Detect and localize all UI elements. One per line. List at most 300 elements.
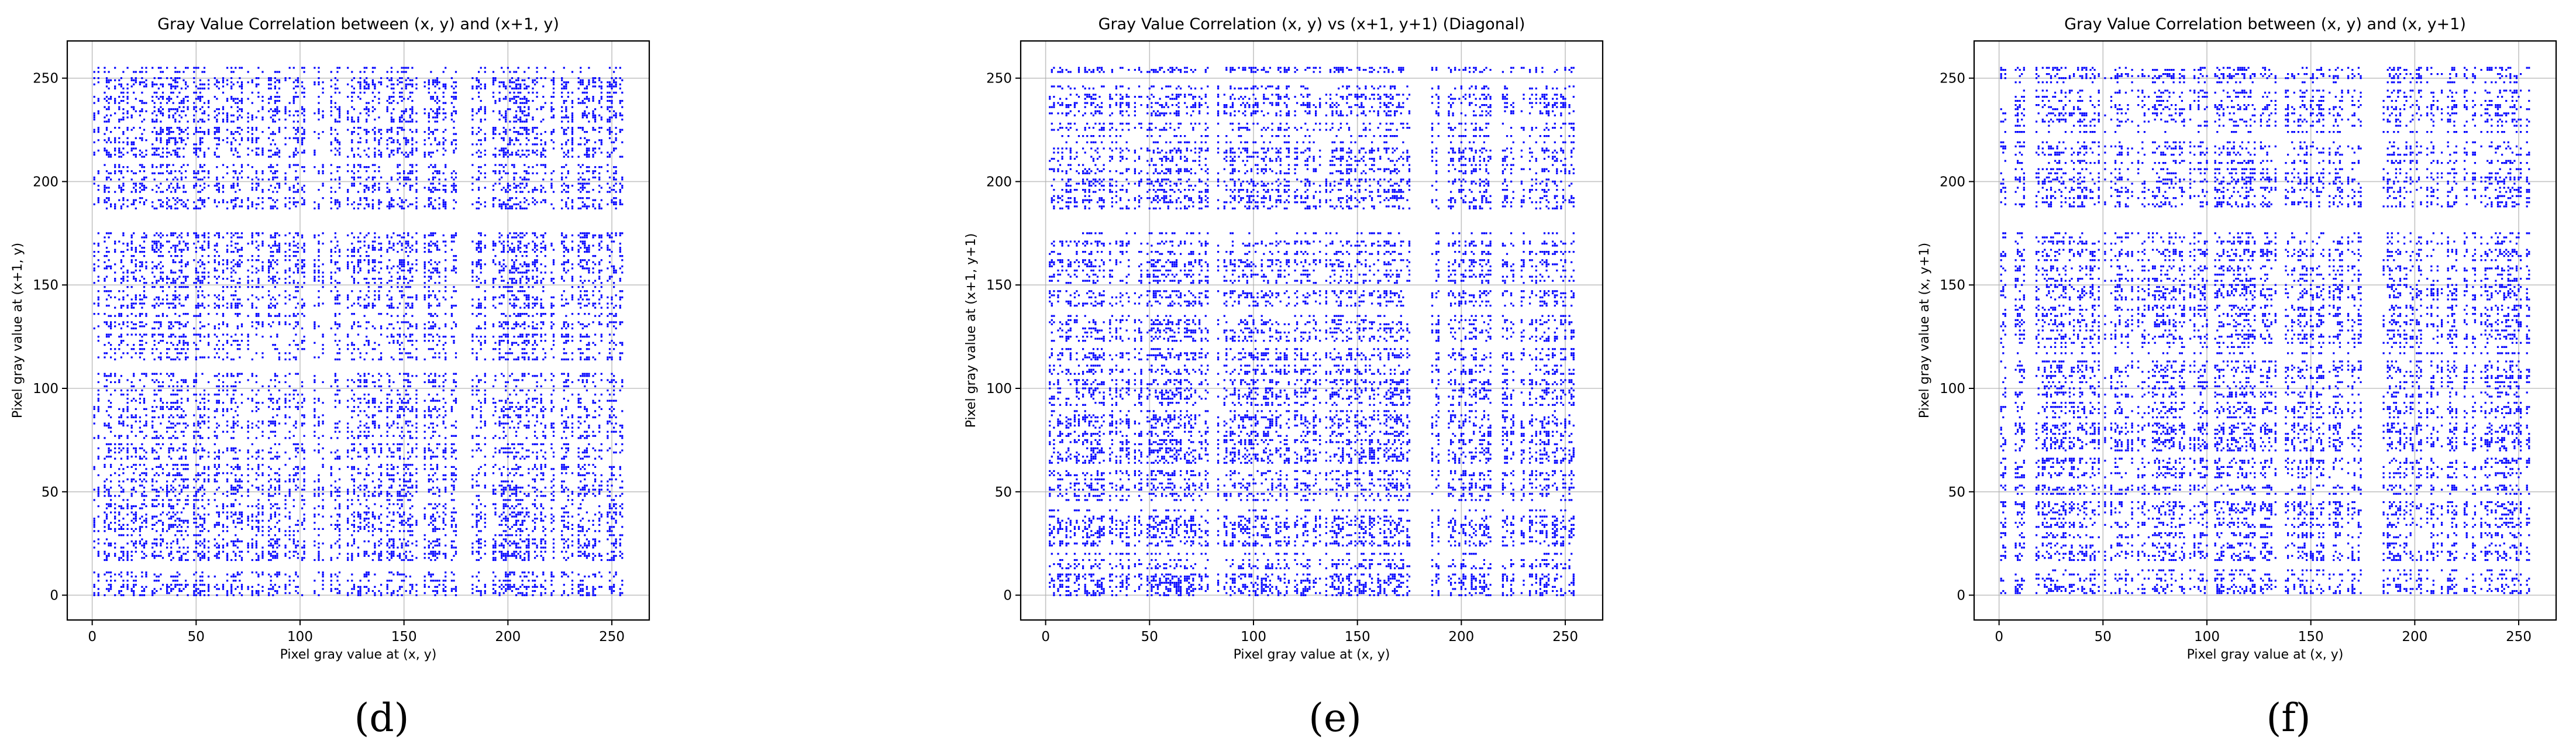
scatter-point: [139, 478, 141, 480]
scatter-point: [133, 518, 135, 519]
scatter-point: [106, 251, 108, 253]
scatter-point: [106, 151, 108, 153]
scatter-point: [143, 294, 145, 296]
scatter-point: [135, 302, 137, 304]
scatter-point: [143, 334, 145, 336]
scatter-point: [118, 156, 120, 157]
scatter-point: [118, 187, 120, 188]
scatter-point: [168, 408, 170, 410]
scatter-point: [158, 466, 160, 468]
scatter-point: [174, 586, 176, 588]
scatter-point: [120, 278, 122, 280]
scatter-point: [120, 356, 122, 358]
scatter-point: [154, 400, 156, 402]
scatter-point: [168, 133, 170, 135]
scatter-point: [104, 530, 105, 532]
scatter-point: [133, 385, 135, 387]
scatter-point: [145, 468, 147, 470]
scatter-point: [158, 297, 160, 298]
scatter-point: [154, 173, 156, 174]
scatter-point: [174, 307, 176, 309]
scatter-point: [127, 280, 129, 282]
scatter-point: [122, 255, 124, 257]
scatter-point: [168, 499, 170, 501]
scatter-point: [131, 555, 133, 557]
scatter-point: [143, 402, 145, 404]
scatter-point: [145, 187, 147, 188]
scatter-point: [108, 489, 110, 491]
scatter-point: [143, 547, 145, 549]
scatter-point: [94, 468, 95, 470]
scatter-point: [141, 156, 143, 157]
scatter-point: [118, 423, 120, 425]
scatter-point: [168, 111, 170, 112]
scatter-point: [160, 359, 161, 360]
scatter-point: [106, 571, 108, 573]
scatter-point: [141, 137, 143, 139]
scatter-point: [166, 77, 168, 79]
scatter-point: [174, 290, 176, 292]
scatter-point: [133, 84, 135, 85]
scatter-point: [160, 514, 161, 515]
scatter-point: [156, 244, 157, 246]
scatter-point: [141, 236, 143, 238]
scatter-point: [139, 508, 141, 509]
scatter-point: [110, 545, 112, 546]
scatter-point: [114, 98, 116, 99]
scatter-point: [127, 116, 129, 118]
scatter-point: [158, 280, 160, 282]
scatter-point: [160, 406, 161, 408]
scatter-point: [131, 129, 133, 130]
scatter-point: [114, 359, 116, 360]
scatter-point: [127, 584, 129, 585]
scatter-point: [131, 236, 133, 238]
scatter-point: [174, 425, 176, 426]
scatter-point: [114, 88, 116, 89]
scatter-point: [162, 313, 164, 315]
scatter-point: [98, 539, 99, 540]
scatter-point: [127, 112, 129, 114]
scatter-point: [104, 164, 105, 166]
scatter-point: [162, 112, 164, 114]
scatter-point: [160, 112, 161, 114]
scatter-point: [156, 185, 157, 187]
scatter-point: [166, 474, 168, 476]
scatter-point: [127, 92, 129, 94]
scatter-point: [158, 503, 160, 505]
scatter-point: [131, 328, 133, 329]
scatter-point: [139, 325, 141, 327]
scatter-point: [135, 528, 137, 530]
scatter-point: [133, 344, 135, 346]
scatter-point: [104, 520, 105, 522]
scatter-point: [173, 464, 174, 466]
scatter-point: [120, 526, 122, 528]
scatter-point: [139, 402, 141, 404]
scatter-point: [141, 251, 143, 253]
scatter-point: [139, 244, 141, 246]
scatter-point: [106, 555, 108, 557]
scatter-point: [143, 204, 145, 205]
scatter-point: [145, 555, 147, 557]
scatter-point: [173, 85, 174, 87]
scatter-point: [110, 154, 112, 156]
scatter-point: [114, 154, 116, 156]
scatter-point: [122, 323, 124, 325]
scatter-point: [114, 85, 116, 87]
scatter-point: [145, 576, 147, 577]
scatter-point: [139, 313, 141, 315]
scatter-point: [131, 588, 133, 590]
scatter-point: [110, 588, 112, 590]
scatter-point: [104, 321, 105, 323]
scatter-point: [104, 458, 105, 460]
scatter-point: [106, 267, 108, 269]
scatter-point: [131, 85, 133, 87]
scatter-point: [166, 143, 168, 145]
scatter-point: [166, 588, 168, 590]
scatter-point: [131, 520, 133, 522]
scatter-point: [135, 137, 137, 139]
scatter-point: [170, 590, 172, 592]
scatter-point: [108, 315, 110, 317]
scatter-point: [174, 576, 176, 577]
scatter-point: [141, 197, 143, 199]
scatter-point: [145, 315, 147, 317]
scatter-point: [154, 574, 156, 576]
scatter-point: [162, 489, 164, 491]
scatter-point: [133, 106, 135, 108]
scatter-point: [98, 400, 99, 402]
scatter-point: [139, 187, 141, 188]
scatter-point: [114, 495, 116, 497]
scatter-point: [106, 80, 108, 81]
scatter-point: [118, 323, 120, 325]
scatter-point: [141, 551, 143, 553]
scatter-point: [158, 458, 160, 460]
scatter-point: [122, 499, 124, 501]
scatter-point: [106, 425, 108, 426]
scatter-point: [122, 580, 124, 581]
scatter-point: [133, 472, 135, 474]
scatter-point: [108, 456, 110, 457]
scatter-point: [162, 151, 164, 153]
scatter-point: [131, 466, 133, 468]
scatter-point: [154, 390, 156, 391]
scatter-point: [141, 340, 143, 342]
scatter-point: [141, 77, 143, 79]
scatter-point: [133, 187, 135, 188]
scatter-point: [160, 131, 161, 133]
scatter-point: [135, 147, 137, 149]
scatter-point: [108, 139, 110, 141]
scatter-point: [158, 385, 160, 387]
scatter-point: [173, 427, 174, 429]
scatter-point: [154, 154, 156, 156]
scatter-point: [110, 80, 112, 81]
scatter-point: [131, 427, 133, 429]
scatter-point: [131, 559, 133, 561]
scatter-point: [170, 359, 172, 360]
scatter-point: [173, 102, 174, 104]
scatter-point: [173, 108, 174, 110]
scatter-point: [120, 77, 122, 79]
scatter-point: [143, 129, 145, 130]
scatter-point: [143, 247, 145, 249]
scatter-point: [141, 590, 143, 592]
scatter-point: [139, 298, 141, 300]
scatter-point: [94, 84, 95, 85]
scatter-point: [104, 116, 105, 118]
scatter-point: [110, 173, 112, 174]
scatter-point: [98, 373, 99, 375]
scatter-point: [133, 92, 135, 94]
scatter-point: [118, 468, 120, 470]
scatter-point: [131, 381, 133, 383]
scatter-point: [173, 468, 174, 470]
scatter-point: [98, 406, 99, 408]
scatter-point: [151, 201, 153, 203]
scatter-point: [170, 84, 172, 85]
scatter-point: [108, 120, 110, 122]
scatter-point: [135, 259, 137, 261]
scatter-point: [108, 447, 110, 449]
scatter-point: [166, 147, 168, 149]
scatter-point: [145, 571, 147, 573]
scatter-point: [94, 96, 95, 98]
scatter-point: [170, 489, 172, 491]
scatter-point: [104, 385, 105, 387]
scatter-point: [94, 251, 95, 253]
scatter-point: [135, 80, 137, 81]
scatter-point: [141, 458, 143, 460]
scatter-point: [122, 352, 124, 354]
scatter-point: [156, 590, 157, 592]
scatter-point: [166, 373, 168, 375]
scatter-point: [120, 491, 122, 492]
scatter-point: [166, 208, 168, 209]
scatter-point: [151, 205, 153, 207]
scatter-point: [127, 458, 129, 460]
scatter-point: [114, 170, 116, 172]
scatter-point: [168, 278, 170, 280]
scatter-point: [118, 102, 120, 104]
scatter-point: [151, 96, 153, 98]
scatter-point: [141, 557, 143, 559]
scatter-point: [110, 586, 112, 588]
scatter-point: [162, 512, 164, 514]
scatter-point: [141, 522, 143, 523]
scatter-point: [127, 499, 129, 501]
scatter-point: [145, 139, 147, 141]
scatter-point: [104, 185, 105, 187]
scatter-point: [133, 489, 135, 491]
scatter-point: [120, 534, 122, 536]
scatter-point: [135, 294, 137, 296]
scatter-point: [170, 576, 172, 577]
scatter-point: [94, 518, 95, 519]
scatter-point: [94, 282, 95, 284]
scatter-point: [118, 557, 120, 559]
scatter-point: [131, 590, 133, 592]
scatter-point: [104, 106, 105, 108]
scatter-point: [98, 553, 99, 554]
scatter-point: [98, 232, 99, 234]
scatter-point: [170, 547, 172, 549]
scatter-point: [104, 147, 105, 149]
scatter-point: [131, 390, 133, 391]
scatter-point: [160, 111, 161, 112]
scatter-point: [104, 487, 105, 488]
scatter-point: [156, 297, 157, 298]
scatter-point: [151, 505, 153, 507]
scatter-point: [133, 586, 135, 588]
scatter-point: [173, 80, 174, 81]
scatter-point: [122, 100, 124, 102]
scatter-point: [120, 336, 122, 337]
scatter-point: [120, 251, 122, 253]
scatter-point: [158, 173, 160, 174]
scatter-point: [151, 379, 153, 381]
scatter-point: [118, 150, 120, 151]
scatter-point: [151, 147, 153, 149]
scatter-point: [118, 474, 120, 476]
scatter-point: [160, 408, 161, 410]
scatter-point: [122, 298, 124, 300]
scatter-point: [120, 187, 122, 188]
scatter-point: [106, 489, 108, 491]
scatter-point: [104, 464, 105, 466]
scatter-point: [135, 278, 137, 280]
scatter-point: [166, 298, 168, 300]
scatter-point: [135, 249, 137, 251]
scatter-point: [162, 266, 164, 267]
scatter-point: [108, 503, 110, 505]
scatter-point: [139, 348, 141, 350]
scatter-point: [131, 240, 133, 242]
scatter-point: [122, 154, 124, 156]
scatter-point: [110, 528, 112, 530]
scatter-point: [98, 491, 99, 492]
scatter-point: [108, 290, 110, 292]
scatter-point: [106, 197, 108, 199]
scatter-point: [173, 359, 174, 360]
scatter-point: [98, 173, 99, 174]
scatter-point: [160, 373, 161, 375]
scatter-point: [174, 286, 176, 288]
scatter-point: [141, 481, 143, 483]
scatter-point: [122, 271, 124, 273]
scatter-point: [141, 92, 143, 94]
scatter-point: [139, 530, 141, 532]
scatter-point: [108, 493, 110, 495]
scatter-point: [120, 259, 122, 261]
scatter-point: [156, 267, 157, 269]
scatter-point: [127, 334, 129, 336]
scatter-point: [131, 150, 133, 151]
scatter-point: [166, 352, 168, 354]
scatter-point: [108, 88, 110, 89]
scatter-point: [160, 286, 161, 288]
scatter-point: [104, 278, 105, 280]
scatter-point: [104, 423, 105, 425]
scatter-point: [166, 129, 168, 130]
scatter-point: [170, 336, 172, 337]
scatter-point: [131, 508, 133, 509]
scatter-point: [131, 571, 133, 573]
scatter-point: [118, 108, 120, 110]
scatter-point: [156, 315, 157, 317]
scatter-point: [127, 406, 129, 408]
scatter-point: [145, 282, 147, 284]
scatter-point: [170, 85, 172, 87]
scatter-point: [94, 522, 95, 523]
scatter-point: [131, 249, 133, 251]
scatter-point: [133, 204, 135, 205]
scatter-point: [122, 425, 124, 426]
scatter-point: [151, 348, 153, 350]
scatter-point: [118, 313, 120, 315]
scatter-point: [139, 474, 141, 476]
scatter-point: [160, 466, 161, 468]
scatter-point: [160, 139, 161, 141]
scatter-point: [122, 147, 124, 149]
scatter-point: [127, 315, 129, 317]
scatter-point: [160, 255, 161, 257]
scatter-point: [166, 276, 168, 278]
scatter-point: [174, 474, 176, 476]
scatter-point: [122, 297, 124, 298]
scatter-point: [151, 67, 153, 68]
scatter-point: [98, 487, 99, 488]
scatter-point: [151, 437, 153, 439]
scatter-point: [141, 325, 143, 327]
scatter-point: [133, 147, 135, 149]
scatter-point: [110, 466, 112, 468]
scatter-point: [160, 551, 161, 553]
scatter-point: [120, 487, 122, 488]
scatter-point: [94, 416, 95, 418]
scatter-point: [120, 590, 122, 592]
scatter-point: [122, 524, 124, 526]
scatter-point: [154, 505, 156, 507]
scatter-point: [162, 271, 164, 273]
scatter-point: [160, 340, 161, 342]
scatter-point: [118, 185, 120, 187]
scatter-point: [156, 379, 157, 381]
scatter-point: [114, 512, 116, 514]
scatter-point: [108, 590, 110, 592]
scatter-point: [127, 270, 129, 271]
scatter-point: [135, 323, 137, 325]
scatter-point: [127, 528, 129, 530]
scatter-point: [106, 298, 108, 300]
scatter-point: [118, 443, 120, 445]
scatter-point: [94, 408, 95, 410]
scatter-point: [133, 545, 135, 546]
scatter-point: [145, 421, 147, 422]
scatter-point: [139, 164, 141, 166]
scatter-point: [145, 574, 147, 576]
scatter-point: [154, 489, 156, 491]
scatter-point: [170, 154, 172, 156]
scatter-point: [151, 247, 153, 249]
scatter-point: [160, 390, 161, 391]
scatter-point: [120, 170, 122, 172]
scatter-point: [151, 450, 153, 452]
scatter-point: [120, 92, 122, 94]
